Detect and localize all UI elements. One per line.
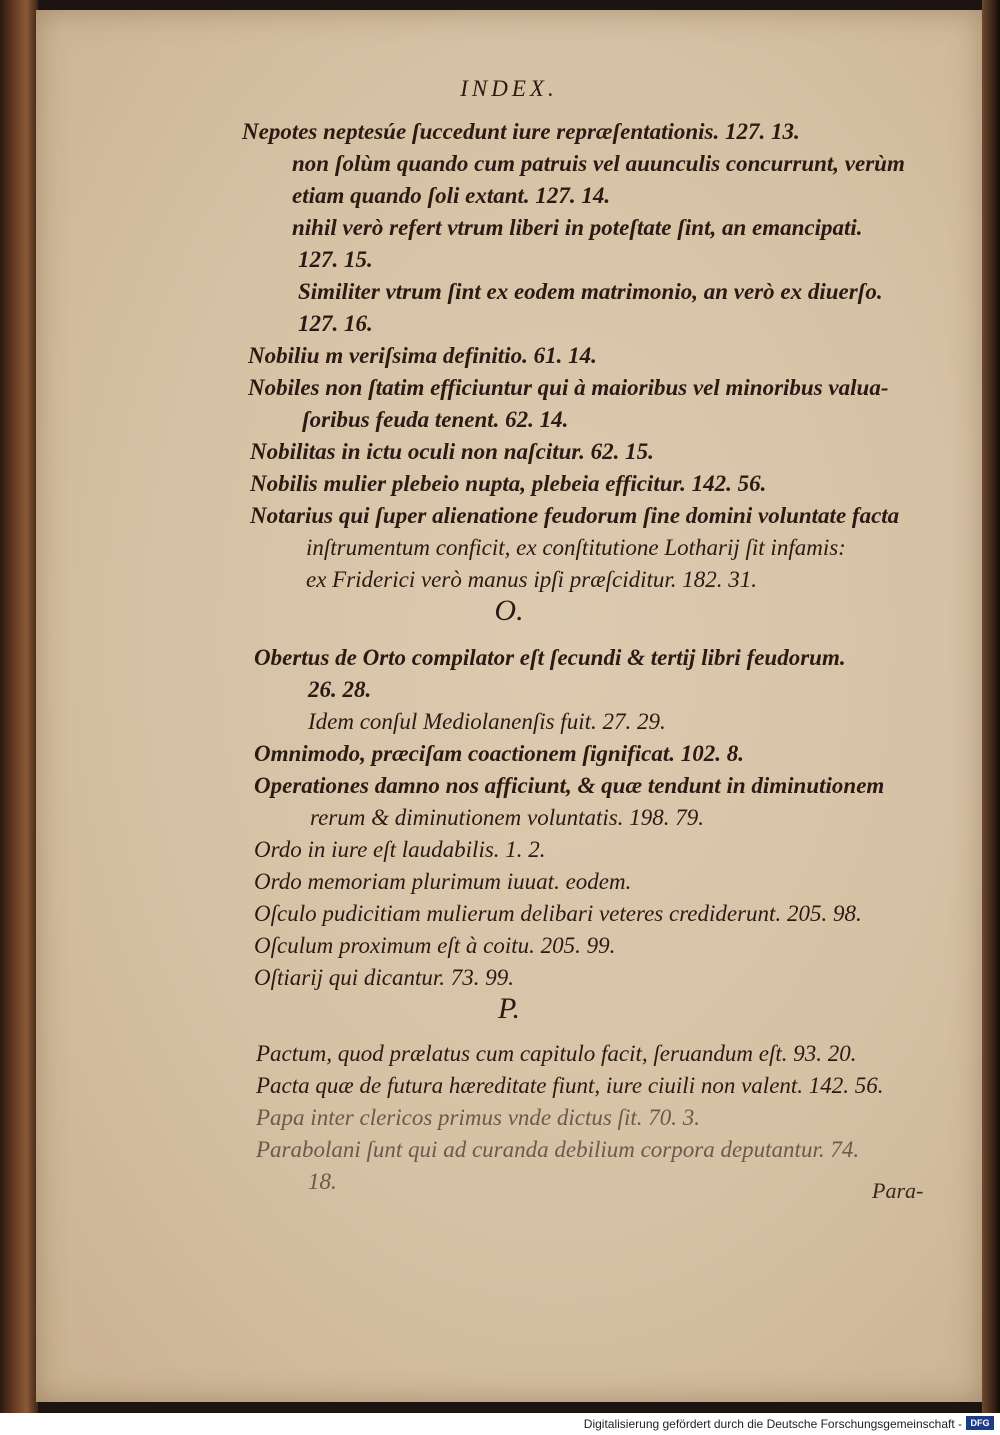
- index-entry: Parabolani ſunt qui ad curanda debilium corpora deputantur. 74.: [256, 1137, 860, 1162]
- index-entry-continuation: ſoribus feuda tenent. 62. 14.: [302, 407, 569, 432]
- index-entry-continuation: 26. 28.: [308, 677, 372, 702]
- index-entry-continuation: 18.: [308, 1169, 337, 1194]
- book-fore-edge: [982, 0, 1000, 1413]
- index-entry: Nepotes neptesúe ſuccedunt iure repræſentationis. 127. 13.: [242, 119, 800, 144]
- index-subentry: nihil verò refert vtrum liberi in poteſtate ſint, an emancipati.: [292, 215, 863, 240]
- running-head: INDEX.: [460, 76, 558, 101]
- section-letter-o: O.: [494, 594, 524, 627]
- index-entry-continuation: ex Friderici verò manus ipſi præſciditur. 182. 31.: [306, 567, 758, 592]
- book-spine-edge: [0, 0, 38, 1413]
- index-entry: Nobiles non ſtatim efficiuntur qui à maioribus vel minoribus valua-: [248, 375, 889, 400]
- index-subentry: Similiter vtrum ſint ex eodem matrimonio, an verò ex diuerſo.: [298, 279, 883, 304]
- index-entry: Ordo memoriam plurimum iuuat. eodem.: [254, 869, 632, 894]
- catchword: Para-: [872, 1178, 924, 1203]
- index-entry: Omnimodo, præciſam coactionem ſignificat. 102. 8.: [254, 741, 744, 766]
- index-entry: Nobilitas in ictu oculi non naſcitur. 62. 15.: [250, 439, 654, 464]
- index-entry: Oſculo pudicitiam mulierum delibari veteres crediderunt. 205. 98.: [254, 901, 862, 926]
- digitization-footer: [0, 1413, 1000, 1435]
- index-entry-continuation: rerum & diminutionem voluntatis. 198. 79.: [310, 805, 704, 830]
- index-text: [36, 10, 982, 1402]
- index-entry: Pactum, quod prælatus cum capitulo facit, ſeruandum eſt. 93. 20.: [256, 1041, 857, 1066]
- book-page: [36, 10, 982, 1402]
- index-entry: Pacta quæ de futura hæreditate fiunt, iure ciuili non valent. 142. 56.: [256, 1073, 884, 1098]
- index-entry: Operationes damno nos afficiunt, & quæ tendunt in diminutionem: [254, 773, 885, 798]
- index-entry: Obertus de Orto compilator eſt ſecundi & tertij libri feudorum.: [254, 645, 846, 670]
- index-entry-continuation: etiam quando ſoli extant. 127. 14.: [292, 183, 611, 208]
- section-letter-p: P.: [498, 992, 520, 1025]
- index-entry: Notarius qui ſuper alienatione feudorum ſine domini voluntate facta: [250, 503, 900, 528]
- index-entry: Oſtiarij qui dicantur. 73. 99.: [254, 965, 515, 990]
- index-entry-continuation: non ſolùm quando cum patruis vel auunculis concurrunt, verùm: [292, 151, 905, 176]
- index-entry-continuation: 127. 16.: [298, 311, 373, 336]
- index-entry: Nobilis mulier plebeio nupta, plebeia efficitur. 142. 56.: [250, 471, 767, 496]
- index-entry: Papa inter clericos primus vnde dictus ſit. 70. 3.: [256, 1105, 700, 1130]
- index-entry: Ordo in iure eſt laudabilis. 1. 2.: [254, 837, 546, 862]
- index-entry: Oſculum proximum eſt à coitu. 205. 99.: [254, 933, 616, 958]
- dfg-logo-icon: DFG: [966, 1416, 994, 1430]
- index-entry-continuation: inſtrumentum conficit, ex conſtitutione Lotharij ſit infamis:: [306, 535, 846, 560]
- index-subentry: Idem conſul Mediolanenſis fuit. 27. 29.: [308, 709, 666, 734]
- index-entry: Nobiliu m veriſsima definitio. 61. 14.: [248, 343, 597, 368]
- index-entry-continuation: 127. 15.: [298, 247, 373, 272]
- footer-credit: Digitalisierung gefördert durch die Deutsche Forschungsgemeinschaft -: [583, 1417, 962, 1431]
